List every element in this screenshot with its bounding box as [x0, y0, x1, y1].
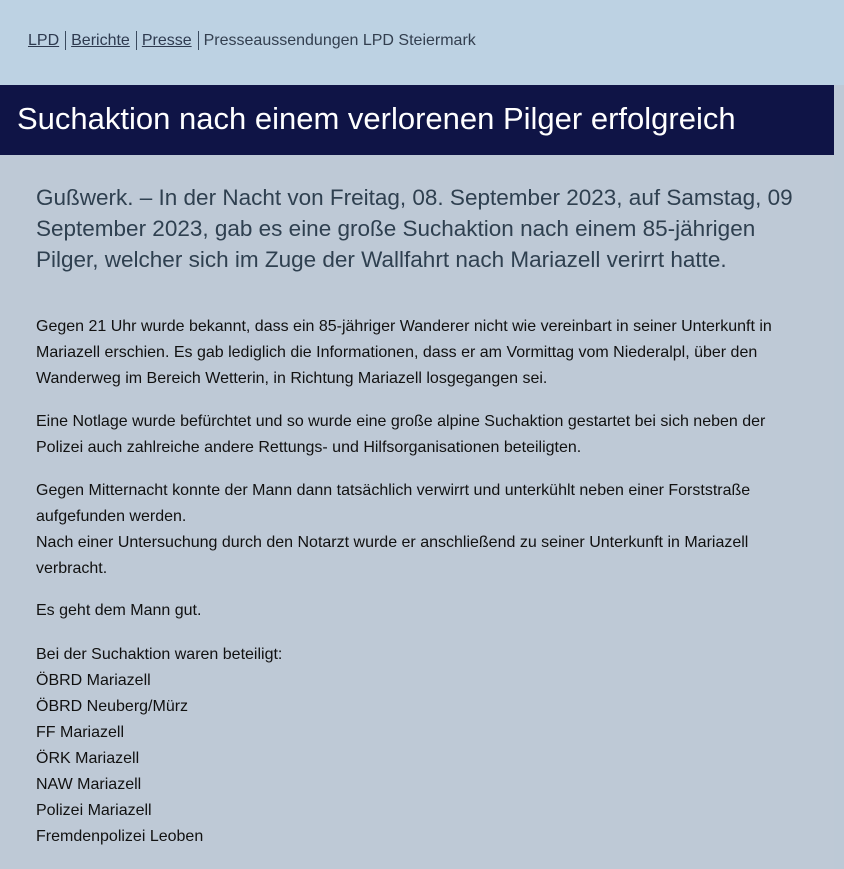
participant-item: ÖRK Mariazell	[36, 750, 140, 767]
article-title: Suchaktion nach einem verlorenen Pilger erfolgreich	[17, 101, 736, 136]
top-band	[0, 0, 844, 85]
breadcrumb-link-presse[interactable]: Presse	[141, 31, 192, 49]
breadcrumb-separator	[198, 31, 199, 50]
breadcrumb-separator	[65, 31, 66, 50]
participant-item: ÖBRD Neuberg/Mürz	[36, 698, 189, 715]
article-paragraph-group	[36, 478, 816, 582]
participant-item: ÖBRD Mariazell	[36, 672, 151, 689]
article-lead: Gußwerk. – In der Nacht von Freitag, 08. September 2023, auf Samstag, 09 September 2023, gab es eine große Suchaktion nach einem 85-jährigen Pilger, welcher sich im Zuge der Wallfahrt nach Mariazell verirrt hatte.	[36, 185, 793, 272]
breadcrumb-link-lpd[interactable]: LPD	[28, 31, 60, 49]
article-paragraph: Nach einer Untersuchung durch den Notarzt wurde er anschließend zu seiner Unterkunft in Mariazell verbracht.	[36, 534, 749, 577]
breadcrumb-current: Presseaussendungen LPD Steiermark	[203, 31, 476, 49]
participant-item: FF Mariazell	[36, 724, 125, 741]
participant-item: Fremdenpolizei Leoben	[36, 828, 204, 845]
participant-item: Polizei Mariazell	[36, 802, 152, 819]
article-paragraph: Gegen Mitternacht konnte der Mann dann tatsächlich verwirrt und unterkühlt neben einer Forststraße aufgefunden werden.	[36, 482, 751, 525]
participants-heading: Bei der Suchaktion waren beteiligt:	[36, 646, 283, 663]
article-paragraph: Es geht dem Mann gut.	[36, 602, 202, 619]
breadcrumb-separator	[136, 31, 137, 50]
participant-item: NAW Mariazell	[36, 776, 142, 793]
breadcrumb	[28, 31, 476, 50]
participants-section	[36, 642, 816, 850]
breadcrumb-link-berichte[interactable]: Berichte	[71, 31, 130, 49]
article-content	[0, 155, 834, 869]
article-title-bar	[0, 85, 834, 155]
article-paragraph: Eine Notlage wurde befürchtet und so wurde eine große alpine Suchaktion gestartet bei sich neben der Polizei auch zahlreiche andere Rettungs- und Hilfsorganisationen beteiligten.	[36, 413, 766, 456]
article-paragraph: Gegen 21 Uhr wurde bekannt, dass ein 85-jähriger Wanderer nicht wie vereinbart in seiner Unterkunft in Mariazell erschien. Es gab lediglich die Informationen, dass er am Vormittag vom Niederalpl, über den Wanderweg im Bereich Wetterin, in Richtung Mariazell losgegangen sei.	[36, 318, 772, 387]
